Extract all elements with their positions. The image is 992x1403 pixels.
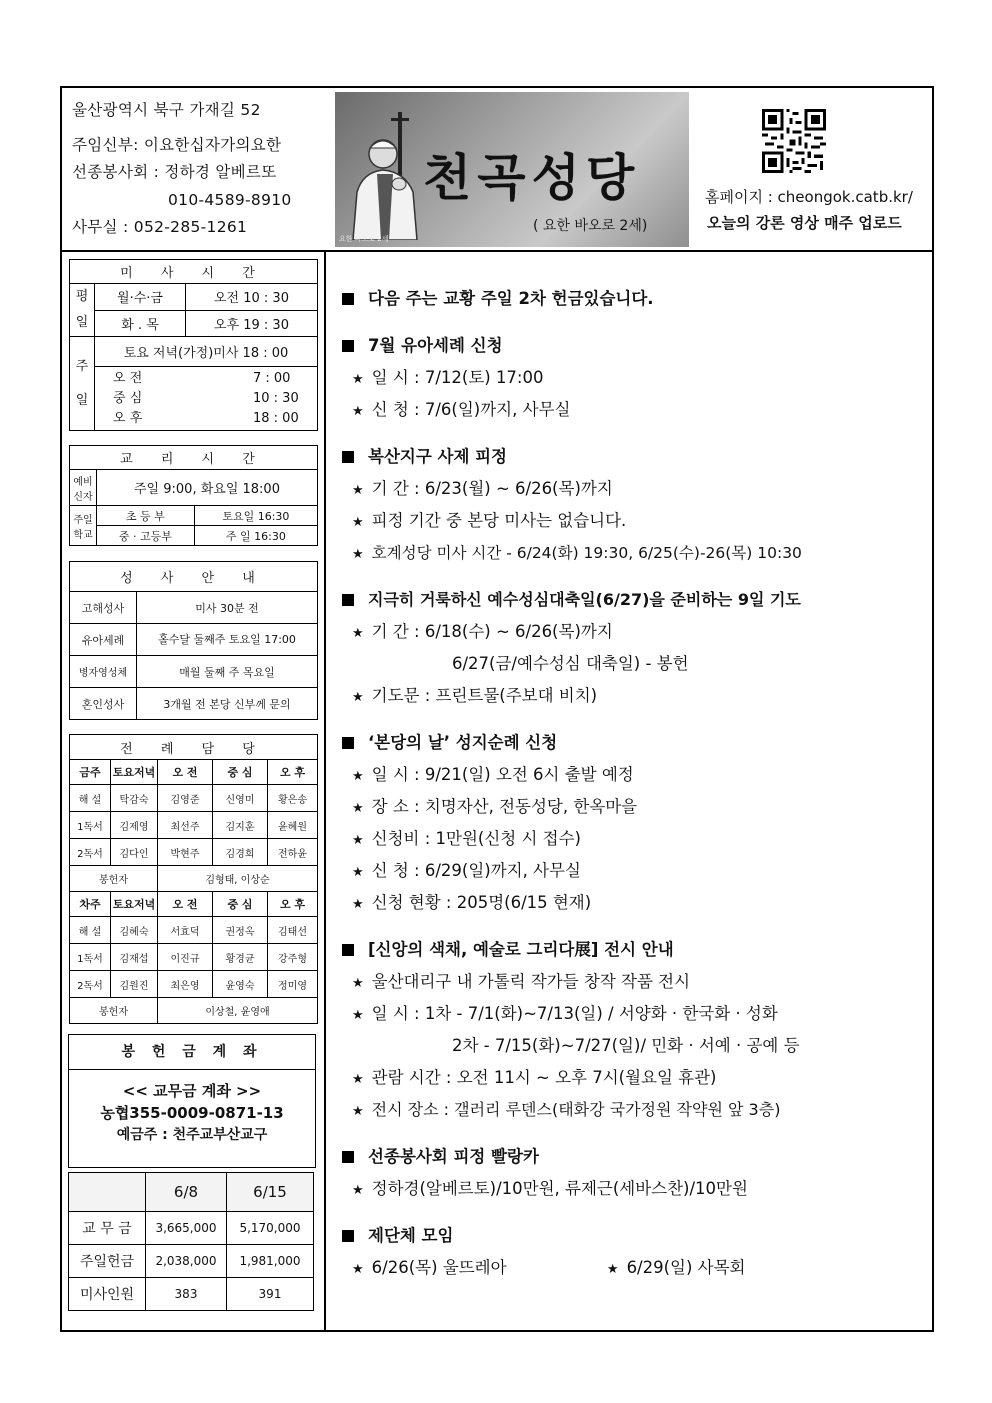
tw-header-2: 토요저녁 (111, 760, 158, 785)
office-phone: 사무실 : 052-285-1261 (72, 218, 248, 236)
table-row (70, 812, 318, 839)
finance-header-1: 6/8 (146, 1173, 227, 1212)
finance-label: 교 무 금 (69, 1212, 146, 1245)
liturgy-table (69, 734, 318, 1024)
nw-cell: 김태선 (268, 917, 318, 944)
catechumen-time: 주일 9:00, 화요일 18:00 (97, 470, 318, 506)
star-bullet-icon: ★ (352, 626, 364, 641)
finance-cell: 391 (227, 1278, 314, 1311)
square-bullet-icon (342, 594, 354, 606)
item-text: 관람 시간 : 오전 11시 ~ 오후 7시(월요일 휴관) (371, 1068, 717, 1087)
star-bullet-icon: ★ (352, 833, 364, 848)
item-text: 신청비 : 1만원(신청 시 접수) (371, 829, 581, 848)
finance-header-2: 6/15 (227, 1173, 314, 1212)
table-row (69, 1278, 314, 1311)
item-text: 6/26(목) 울뜨레아 (371, 1258, 507, 1277)
table-row (70, 971, 318, 998)
homily-notice: 오늘의 강론 영상 매주 업로드 (707, 214, 902, 232)
star-bullet-icon: ★ (352, 976, 364, 991)
square-bullet-icon (342, 944, 354, 956)
item-text: 기도문 : 프린트물(주보대 비치) (371, 686, 598, 705)
sunday-name-3: 오 후 (113, 410, 143, 426)
notice-heading (342, 283, 922, 315)
sunday-name-1: 오 전 (113, 370, 143, 386)
offering-account-box (68, 1034, 316, 1168)
nw-header-1: 차주 (70, 892, 111, 917)
list-item (342, 759, 922, 791)
column-divider (324, 250, 326, 1332)
nw-cell: 강주형 (268, 944, 318, 971)
star-bullet-icon: ★ (352, 547, 364, 562)
notice-heading (342, 330, 922, 362)
weekday-time-2: 오후 19 : 30 (186, 310, 318, 337)
nw-cell: 이진규 (158, 944, 213, 971)
star-bullet-icon: ★ (352, 690, 364, 705)
sacraments-title: 성 사 안 내 (70, 562, 318, 592)
church-title: 천곡성당 (423, 148, 641, 207)
sacrament-name-1: 고해성사 (70, 592, 137, 624)
list-item (342, 473, 922, 505)
nw-cell: 황경균 (213, 944, 268, 971)
catechism-table (69, 445, 318, 546)
account-number: 농협355-0009-0871-13 (100, 1104, 284, 1122)
tw-cell: 박현주 (158, 839, 213, 866)
sacrament-desc-1: 미사 30분 전 (137, 592, 318, 624)
list-item (342, 823, 922, 855)
tw-cell: 전하윤 (268, 839, 318, 866)
notice-heading (342, 441, 922, 473)
item-text: 2차 - 7/15(화)~7/27(일)/ 민화 · 서예 · 공예 등 (452, 1036, 800, 1055)
square-bullet-icon (342, 1230, 354, 1242)
sacrament-name-4: 혼인성사 (70, 688, 137, 720)
star-bullet-icon: ★ (352, 1072, 364, 1087)
header-divider (60, 250, 934, 252)
tw-header-3: 오 전 (158, 760, 213, 785)
account-holder: 예금주 : 천주교부산교구 (116, 1127, 268, 1143)
item-text: 기 간 : 6/23(월) ~ 6/26(목)까지 (371, 479, 613, 498)
list-item (342, 362, 922, 394)
weekday-time-1: 오전 10 : 30 (186, 284, 318, 311)
tw-cell: 윤혜원 (268, 812, 318, 839)
item-text: 호계성당 미사 시간 - 6/24(화) 19:30, 6/25(수)-26(목) 10:30 (371, 544, 802, 562)
school-time-1: 토요일 16:30 (194, 506, 317, 526)
star-bullet-icon: ★ (352, 1008, 364, 1023)
mass-times-title: 미 사 시 간 (70, 260, 318, 284)
square-bullet-icon (342, 737, 354, 749)
table-row (70, 785, 318, 812)
notice-text: ‘본당의 날’ 성지순례 신청 (368, 733, 558, 752)
sacrament-desc-4: 3개월 전 본당 신부께 문의 (137, 688, 318, 720)
weekday-days-2: 화 . 목 (95, 310, 186, 337)
item-text: 전시 장소 : 갤러리 루덴스(태화강 국가정원 작약원 앞 3층) (371, 1100, 781, 1119)
address: 울산광역시 북구 가재길 52 (72, 101, 261, 119)
sacrament-desc-2: 홀수달 둘째주 토요일 17:00 (137, 624, 318, 656)
nw-header-5: 오 후 (268, 892, 318, 917)
table-row (70, 917, 318, 944)
mass-times-table (69, 259, 318, 431)
list-item (342, 394, 922, 426)
nw-offering-label: 봉헌자 (70, 998, 158, 1024)
table-row (70, 839, 318, 866)
table-row (69, 1245, 314, 1278)
notices-column (342, 283, 922, 1284)
tw-header-5: 오 후 (268, 760, 318, 785)
church-patron: ( 요한 바오로 2세) (533, 218, 648, 234)
nw-cell: 권정옥 (213, 917, 268, 944)
council-phone: 010-4589-8910 (168, 191, 292, 209)
nw-cell: 김재섭 (111, 944, 158, 971)
tw-header-1: 금주 (70, 760, 111, 785)
pastor: 주임신부: 이요한십자가의요한 (72, 136, 282, 154)
weekday-label: 평일 (70, 284, 95, 337)
saturday-mass: 토요 저녁(가정)미사 18 : 00 (95, 337, 318, 367)
list-item (342, 1094, 922, 1126)
list-item (342, 680, 922, 712)
school-label: 주일 학교 (70, 506, 97, 546)
sacrament-name-2: 유아세례 (70, 624, 137, 656)
notice-text: 제단체 모임 (368, 1226, 454, 1245)
finance-cell: 1,981,000 (227, 1245, 314, 1278)
list-item (342, 887, 922, 919)
homepage-link[interactable]: 홈페이지 : cheongok.catb.kr/ (705, 188, 913, 206)
church-banner (335, 92, 689, 247)
nw-cell: 서효덕 (158, 917, 213, 944)
table-row (69, 1212, 314, 1245)
sacrament-desc-3: 매월 둘째 주 목요일 (137, 656, 318, 688)
qr-code-icon[interactable] (761, 109, 827, 173)
tw-cell: 김제영 (111, 812, 158, 839)
star-bullet-icon: ★ (352, 483, 364, 498)
finance-label: 미사인원 (69, 1278, 146, 1311)
star-bullet-icon: ★ (352, 769, 364, 784)
notice-text: 복산지구 사제 피정 (368, 447, 508, 466)
sunday-name-2: 중 심 (113, 390, 143, 406)
tw-cell: 김경희 (213, 839, 268, 866)
nw-header-2: 토요저녁 (111, 892, 158, 917)
tw-cell: 김영준 (158, 785, 213, 812)
notice-text: 7월 유아세례 신청 (368, 336, 503, 355)
star-bullet-icon: ★ (352, 801, 364, 816)
list-item-continued (342, 648, 922, 680)
liturgy-title: 전 례 담 당 (70, 735, 318, 760)
tw-cell: 해 설 (70, 785, 111, 812)
table-row (70, 944, 318, 971)
list-item (342, 537, 922, 569)
item-text: 신 청 : 6/29(일)까지, 사무실 (371, 861, 581, 880)
item-text: 신청 현황 : 205명(6/15 현재) (371, 893, 592, 912)
tw-offering: 김형태, 이상순 (158, 866, 318, 892)
item-text: 정하경(알베르토)/10만원, 류제근(세바스찬)/10만원 (371, 1179, 748, 1198)
nw-header-4: 중 심 (213, 892, 268, 917)
item-text: 기 간 : 6/18(수) ~ 6/26(목)까지 (371, 622, 613, 641)
item-text: 울산대리구 내 가톨릭 작가들 창작 작품 전시 (371, 972, 691, 991)
tw-cell: 탁감숙 (111, 785, 158, 812)
nw-cell: 1독서 (70, 944, 111, 971)
notice-heading (342, 1220, 922, 1252)
sunday-time-1: 7 : 00 (253, 370, 291, 386)
pope-figure-icon (343, 112, 423, 240)
tw-offering-label: 봉헌자 (70, 866, 158, 892)
school-group-1: 초 등 부 (97, 506, 195, 526)
star-bullet-icon: ★ (606, 1262, 619, 1277)
finance-header-blank (69, 1173, 146, 1212)
list-item (342, 998, 922, 1030)
school-time-2: 주 일 16:30 (194, 526, 317, 546)
account-line-1: << 교무금 계좌 >> (122, 1082, 262, 1100)
square-bullet-icon (342, 1151, 354, 1163)
tw-cell: 최선주 (158, 812, 213, 839)
star-bullet-icon: ★ (352, 372, 364, 387)
finance-cell: 2,038,000 (146, 1245, 227, 1278)
star-bullet-icon: ★ (352, 1104, 364, 1119)
nw-cell: 윤영숙 (213, 971, 268, 998)
tw-cell: 김지훈 (213, 812, 268, 839)
square-bullet-icon (342, 293, 354, 305)
nw-cell: 2독서 (70, 971, 111, 998)
photo-caption: 요한 바오로 2세 (339, 235, 389, 243)
finance-cell: 3,665,000 (146, 1212, 227, 1245)
tw-cell: 신영미 (213, 785, 268, 812)
list-item (342, 616, 922, 648)
finance-table (68, 1172, 314, 1311)
list-item (342, 791, 922, 823)
notice-heading (342, 727, 922, 759)
sacraments-table (69, 561, 318, 720)
tw-cell: 황은송 (268, 785, 318, 812)
nw-cell: 해 설 (70, 917, 111, 944)
list-item (342, 1173, 922, 1205)
item-text: 일 시 : 7/12(토) 17:00 (371, 368, 544, 387)
sunday-label: 주일 (70, 337, 95, 431)
finance-cell: 383 (146, 1278, 227, 1311)
catechism-title: 교 리 시 간 (70, 446, 318, 470)
notice-heading (342, 1141, 922, 1173)
nw-offering: 이상철, 윤영애 (158, 998, 318, 1024)
star-bullet-icon: ★ (352, 897, 364, 912)
list-item-continued (342, 1030, 922, 1062)
weekday-days-1: 월·수·금 (95, 284, 186, 311)
notice-heading (342, 584, 922, 616)
nw-cell: 정미영 (268, 971, 318, 998)
catechumen-label: 예비 신자 (70, 470, 97, 506)
account-title: 봉 헌 금 계 좌 (69, 1035, 315, 1070)
sunday-time-3: 18 : 00 (253, 410, 299, 426)
school-group-2: 중 · 고등부 (97, 526, 195, 546)
council: 선종봉사회 : 정하경 알베르또 (72, 163, 277, 181)
item-text: 6/29(일) 사목회 (626, 1258, 746, 1277)
notice-text: [신앙의 색채, 예술로 그리다展] 전시 안내 (368, 940, 674, 959)
square-bullet-icon (342, 340, 354, 352)
star-bullet-icon: ★ (352, 1262, 364, 1277)
list-item (342, 966, 922, 998)
sunday-time-2: 10 : 30 (253, 390, 299, 406)
tw-cell: 1독서 (70, 812, 111, 839)
notice-text: 다음 주는 교황 주일 2차 헌금있습니다. (368, 289, 654, 308)
star-bullet-icon: ★ (352, 515, 364, 530)
item-text: 일 시 : 9/21(일) 오전 6시 출발 예정 (371, 765, 634, 784)
nw-cell: 김원진 (111, 971, 158, 998)
sacrament-name-3: 병자영성체 (70, 656, 137, 688)
tw-cell: 김다인 (111, 839, 158, 866)
finance-label: 주일헌금 (69, 1245, 146, 1278)
star-bullet-icon: ★ (352, 865, 364, 880)
finance-cell: 5,170,000 (227, 1212, 314, 1245)
item-text: 신 청 : 7/6(일)까지, 사무실 (371, 400, 571, 419)
star-bullet-icon: ★ (352, 1183, 364, 1198)
item-text: 피정 기간 중 본당 미사는 없습니다. (371, 511, 627, 530)
notice-text: 선종봉사회 피정 빨랑카 (368, 1147, 539, 1166)
list-item (342, 855, 922, 887)
square-bullet-icon (342, 451, 354, 463)
notice-text: 지극히 거룩하신 예수성심대축일(6/27)을 준비하는 9일 기도 (368, 590, 801, 609)
item-text: 장 소 : 치명자산, 전동성당, 한옥마을 (371, 797, 638, 816)
nw-cell: 김혜숙 (111, 917, 158, 944)
tw-header-4: 중 심 (213, 760, 268, 785)
star-bullet-icon: ★ (352, 404, 364, 419)
tw-cell: 2독서 (70, 839, 111, 866)
nw-header-3: 오 전 (158, 892, 213, 917)
list-item (342, 505, 922, 537)
notice-heading (342, 934, 922, 966)
sunday-mass-list (95, 367, 318, 431)
item-text: 일 시 : 1차 - 7/1(화)~7/13(일) / 서양화 · 한국화 · 성화 (371, 1004, 778, 1023)
nw-cell: 최은영 (158, 971, 213, 998)
list-item (342, 1252, 922, 1284)
list-item (342, 1062, 922, 1094)
item-text: 6/27(금/예수성심 대축일) - 봉헌 (452, 654, 689, 673)
